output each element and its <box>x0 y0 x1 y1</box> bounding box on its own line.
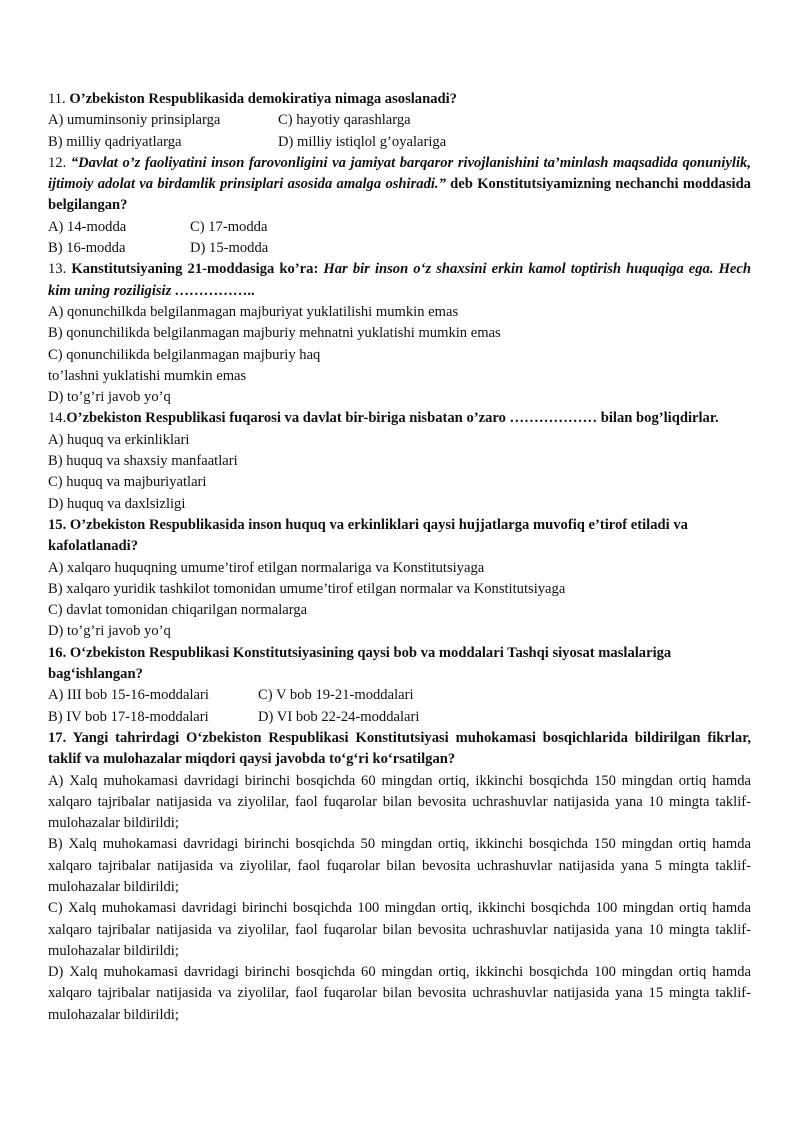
question-number: 11. <box>48 91 66 107</box>
answer-row <box>48 132 751 153</box>
question-number: 14. <box>48 410 67 427</box>
answer-row <box>48 110 751 131</box>
answer-c: C) V bob 19-21-moddalari <box>258 687 414 704</box>
answer-b: B) xalqaro yuridik tashkilot tomonidan umume’tirof etilgan normalar va Konstitutsiyaga <box>48 580 566 597</box>
question-11 <box>48 89 751 110</box>
answer-c-continued: to’lashni yuklatishi mumkin emas <box>48 367 247 384</box>
document-page <box>48 89 751 1026</box>
answer-b: B) IV bob 17-18-moddalari <box>48 708 209 725</box>
answer-a: A) 14-modda <box>48 218 127 235</box>
answer-c: C) hayotiy qarashlarga <box>278 112 411 129</box>
answer-d: D) huquq va daxlsizligi <box>48 495 186 512</box>
question-text: Kanstitutsiyaning 21-moddasiga ko’ra: <box>71 261 319 278</box>
question-17: 17. Yangi tahrirdagi O‘zbekiston Respublikasi Konstitutsiyasi muhokamasi bosqichlarida bildirilgan fikrlar, taklif va mulohazalar miqdori qaysi javobda to‘g‘ri ko‘rsatilgan? <box>48 729 751 768</box>
question-quote: Har bir inson o‘z shaxsini erkin kamol toptirish huquqiga ega. Hech kim uning roziligisiz …………….. <box>48 261 752 299</box>
question-13 <box>48 259 751 302</box>
question-text: O’zbekiston Respublikasi fuqarosi va davlat bir-biriga nisbatan o’zaro ……………… bilan bog’liqdirlar. <box>66 410 719 427</box>
answer-a: A) huquq va erkinliklari <box>48 431 190 448</box>
question-14 <box>48 408 751 429</box>
answer-row <box>48 685 751 706</box>
answer-b: B) 16-modda <box>48 240 126 257</box>
answer-d: D) VI bob 22-24-moddalari <box>258 708 420 725</box>
answer-d: D) to’g’ri javob yo’q <box>48 623 171 640</box>
answer-b: B) Xalq muhokamasi davridagi birinchi bosqichda 50 mingdan ortiq, ikkinchi bosqichda 150 mingdan ortiq hamda xalqaro tajribalar natijasida va ziyolilar, faol fuqarolar bilan bevosita uchrashuvlar natijasida yana 5 mingta taklif-mulohazalar bildirildi; <box>48 836 751 895</box>
question-15: 15. O’zbekiston Respublikasida inson huquq va erkinliklari qaysi hujjatlarga muvofiq e’tirof etiladi va kafolatlanadi? <box>48 516 688 555</box>
answer-b: B) huquq va shaxsiy manfaatlari <box>48 453 238 470</box>
answer-c: C) 17-modda <box>190 218 268 235</box>
answer-a: A) III bob 15-16-moddalari <box>48 687 209 704</box>
answer-a: A) qonunchilkda belgilanmagan majburiyat yuklatilishi mumkin emas <box>48 303 459 320</box>
question-number: 12. <box>48 154 67 171</box>
answer-c: C) huquq va majburiyatlari <box>48 474 207 491</box>
answer-d: D) milliy istiqlol g’oyalariga <box>278 133 447 150</box>
answer-a: A) xalqaro huquqning umume’tirof etilgan normalariga va Konstitutsiyaga <box>48 559 485 576</box>
question-16: 16. O‘zbekiston Respublikasi Konstitutsiyasining qaysi bob va moddalari Tashqi siyosat maslalariga bag‘ishlangan? <box>48 644 672 683</box>
question-number: 13. <box>48 261 67 278</box>
answer-b: B) qonunchilikda belgilanmagan majburiy mehnatni yuklatishi mumkin emas <box>48 325 501 342</box>
answer-c: C) Xalq muhokamasi davridagi birinchi bosqichda 100 mingdan ortiq, ikkinchi bosqichda 100 mingdan ortiq hamda xalqaro tajribalar natijasida va ziyolilar, faol fuqarolar bilan bevosita uchrashuvlar natijasida yana 10 mingta taklif-mulohazalar bildirildi; <box>48 900 751 959</box>
answer-c: C) qonunchilikda belgilanmagan majburiy haq <box>48 346 321 363</box>
answer-row <box>48 238 751 259</box>
question-quote: “Davlat o’z faoliyatini inson farovonligini va jamiyat barqaror rivojlanishini ta’minlash maqsadida qonuniylik, ijtimoiy adolat va birdamlik prinsiplari asosida amalga oshiradi.” <box>48 154 751 193</box>
question-text: O’zbekiston Respublikasida demokiratiya nimaga asoslanadi? <box>69 91 457 107</box>
answer-row <box>48 217 751 238</box>
answer-a: A) umuminsoniy prinsiplarga <box>48 112 221 129</box>
answer-row <box>48 707 751 728</box>
answer-d: D) to’g’ri javob yo’q <box>48 389 171 406</box>
answer-d: D) Xalq muhokamasi davridagi birinchi bosqichda 60 mingdan ortiq, ikkinchi bosqichda 100 mingdan ortiq hamda xalqaro tajribalar natijasida va ziyolilar, faol fuqarolar bilan bevosita uchrashuvlar natijasida yana 15 mingta taklif-mulohazalar bildirildi; <box>48 964 751 1023</box>
question-12 <box>48 153 751 217</box>
answer-d: D) 15-modda <box>190 240 269 257</box>
answer-b: B) milliy qadriyatlarga <box>48 133 182 150</box>
answer-a: A) Xalq muhokamasi davridagi birinchi bosqichda 60 mingdan ortiq, ikkinchi bosqichda 150 mingdan ortiq hamda xalqaro tajribalar natijasida va ziyolilar, faol fuqarolar bilan bevosita uchrashuvlar natijasida yana 10 mingta taklif-mulohazalar bildirildi; <box>48 772 751 832</box>
answer-c: C) davlat tomonidan chiqarilgan normalarga <box>48 602 308 619</box>
question-text: deb Konstitutsiyamizning nechanchi moddasida belgilangan? <box>48 176 751 214</box>
